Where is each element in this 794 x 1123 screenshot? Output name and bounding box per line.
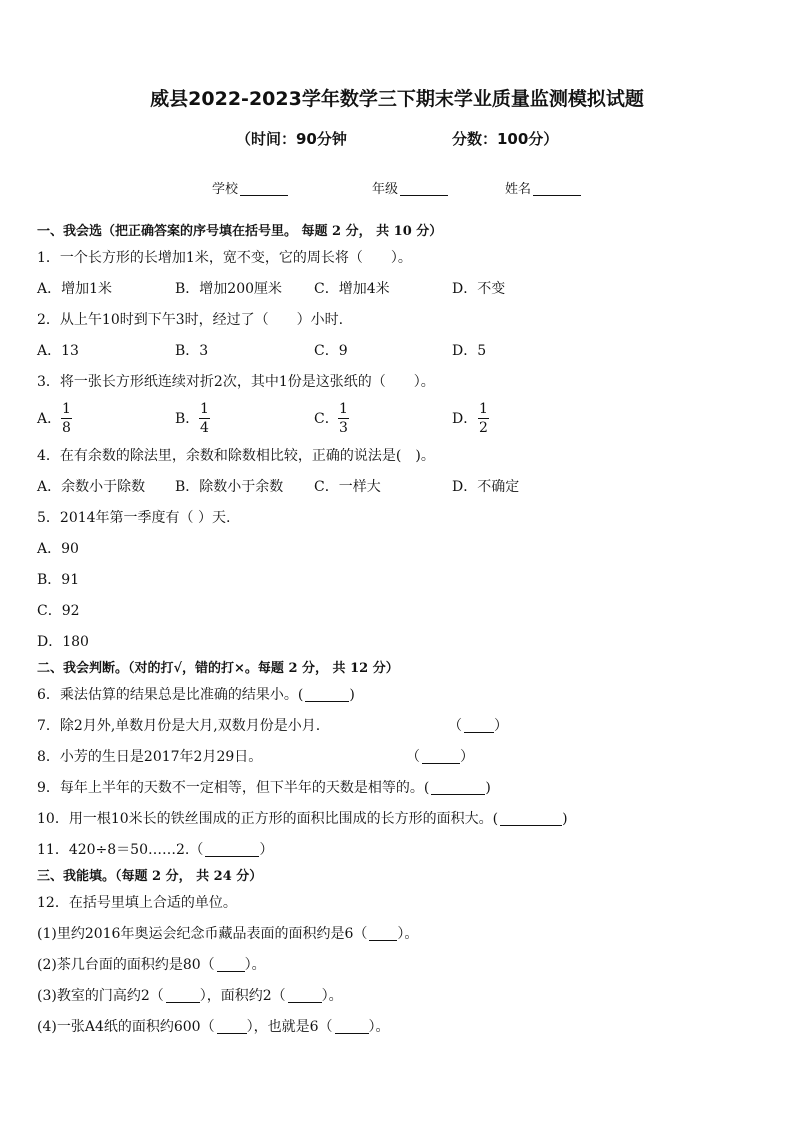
option-b[interactable]: B．3: [175, 343, 209, 359]
judge-item: [37, 843, 273, 857]
option-c[interactable]: C．92: [37, 603, 80, 619]
fill-text: (3)教室的门高约2（: [37, 988, 164, 1004]
option-b[interactable]: B．增加200厘米: [175, 281, 283, 297]
exam-score: 分数：100分）: [452, 130, 559, 148]
judge-close: ): [349, 687, 355, 703]
fill-text-mid: ），也就是6（: [246, 1019, 333, 1035]
name-field[interactable]: [505, 183, 581, 196]
option-a[interactable]: A．余数小于除数: [37, 479, 146, 495]
option-a[interactable]: A．增加1米: [37, 281, 113, 297]
judge-close: ）: [494, 718, 508, 734]
denominator: 2: [479, 420, 488, 436]
section-title: 二、我会判断。（对的打√，错的打×。每题 2 分， 共 12 分）: [37, 661, 399, 676]
exam-time: （时间：90分钟: [236, 130, 347, 148]
option-c[interactable]: C．一样大: [314, 479, 381, 495]
fill-text-end: ）。: [321, 988, 343, 1004]
option-d[interactable]: D．5: [452, 343, 487, 359]
judge-text: 6．乘法估算的结果总是比准确的结果小。(: [37, 687, 304, 703]
judge-answer: [406, 750, 474, 764]
fill-item: [37, 989, 343, 1003]
numerator: 1: [479, 401, 488, 417]
grade-blank[interactable]: [400, 195, 448, 196]
question-text: 4．在有余数的除法里，余数和除数相比较，正确的说法是( )。: [37, 448, 435, 464]
fill-text-end: ）。: [397, 926, 419, 942]
judge-close: ): [485, 780, 491, 796]
answer-blank[interactable]: [166, 1002, 200, 1003]
option-d[interactable]: D．180: [37, 634, 89, 650]
fraction-option-c: [338, 402, 349, 435]
option-c[interactable]: C．9: [314, 343, 348, 359]
answer-blank[interactable]: [217, 971, 245, 972]
answer-blank[interactable]: [205, 856, 259, 857]
answer-blank[interactable]: [335, 1033, 369, 1034]
fill-text-end: ）。: [368, 1019, 390, 1035]
judge-close: ): [562, 811, 568, 827]
answer-blank[interactable]: [217, 1033, 247, 1034]
fraction-option-a: [61, 402, 72, 435]
option-b[interactable]: B．91: [37, 572, 80, 588]
question-text: 1．一个长方形的长增加1米，宽不变，它的周长将（ ）。: [37, 250, 412, 266]
option-a[interactable]: A．90: [37, 541, 79, 557]
answer-blank[interactable]: [422, 763, 460, 764]
question-text: 2．从上午10时到下午3时，经过了（ ）小时.: [37, 312, 344, 328]
section-title: 三、我能填。（每题 2 分， 共 24 分）: [37, 869, 263, 884]
grade-label: 年级: [372, 182, 399, 197]
fill-text: (4)一张A4纸的面积约600（: [37, 1019, 215, 1035]
denominator: 4: [200, 420, 209, 436]
fill-text-mid: ），面积约2（: [199, 988, 286, 1004]
judge-close: ）: [460, 749, 474, 765]
answer-blank[interactable]: [500, 825, 562, 826]
school-field[interactable]: [212, 183, 288, 196]
fraction-option-d: [478, 402, 489, 435]
judge-close: ）: [259, 842, 274, 858]
option-c[interactable]: C．增加4米: [314, 281, 390, 297]
answer-blank[interactable]: [369, 940, 397, 941]
numerator: 1: [62, 401, 71, 417]
school-blank[interactable]: [240, 195, 288, 196]
judge-answer: [448, 719, 508, 733]
fill-item: [37, 958, 266, 972]
option-c[interactable]: C．: [314, 411, 339, 427]
fill-text-end: ）。: [244, 957, 266, 973]
fill-item: [37, 927, 418, 941]
fill-text: (1)里约2016年奥运会纪念币藏品表面的面积约是6（: [37, 926, 368, 942]
fill-text: (2)茶几台面的面积约是80（: [37, 957, 215, 973]
name-label: 姓名: [505, 182, 532, 197]
denominator: 3: [339, 420, 348, 436]
section-title: 一、我会选（把正确答案的序号填在括号里。 每题 2 分， 共 10 分）: [37, 224, 443, 239]
judge-item: [37, 688, 355, 702]
option-b[interactable]: B．: [175, 411, 200, 427]
judge-text: 10．用一根10米长的铁丝围成的正方形的面积比围成的长方形的面积大。(: [37, 811, 499, 827]
answer-blank[interactable]: [305, 701, 349, 702]
judge-item: [37, 719, 320, 733]
judge-open: （: [448, 718, 462, 734]
judge-item: [37, 781, 491, 795]
answer-blank[interactable]: [464, 732, 494, 733]
option-a[interactable]: A．13: [37, 343, 79, 359]
judge-item: [37, 812, 568, 826]
fraction-option-b: [199, 402, 210, 435]
judge-text: 9．每年上半年的天数不一定相等，但下半年的天数是相等的。(: [37, 780, 430, 796]
numerator: 1: [339, 401, 348, 417]
answer-blank[interactable]: [288, 1002, 322, 1003]
judge-text: 7．除2月外,单数月份是大月,双数月份是小月.: [37, 718, 321, 734]
name-blank[interactable]: [533, 195, 581, 196]
judge-text: 8．小芳的生日是2017年2月29日。: [37, 749, 263, 765]
judge-open: （: [406, 749, 420, 765]
option-d[interactable]: D．: [452, 411, 478, 427]
option-b[interactable]: B．除数小于余数: [175, 479, 284, 495]
option-d[interactable]: D．不确定: [452, 479, 520, 495]
option-d[interactable]: D．不变: [452, 281, 506, 297]
judge-text: 11．420÷8＝50……2.（: [37, 842, 204, 858]
grade-field[interactable]: [372, 183, 448, 196]
numerator: 1: [200, 401, 209, 417]
denominator: 8: [62, 420, 71, 436]
page-title: 威县2022-2023学年数学三下期末学业质量监测模拟试题: [150, 88, 644, 110]
fill-item: [37, 1020, 390, 1034]
school-label: 学校: [212, 182, 239, 197]
answer-blank[interactable]: [431, 794, 485, 795]
question-text: 5．2014年第一季度有（ ）天.: [37, 510, 231, 526]
option-a[interactable]: A．: [37, 411, 62, 427]
question-text: 3．将一张长方形纸连续对折2次，其中1份是这张纸的（ ）。: [37, 374, 435, 390]
judge-item: [37, 750, 262, 764]
question-text: 12．在括号里填上合适的单位。: [37, 895, 237, 911]
